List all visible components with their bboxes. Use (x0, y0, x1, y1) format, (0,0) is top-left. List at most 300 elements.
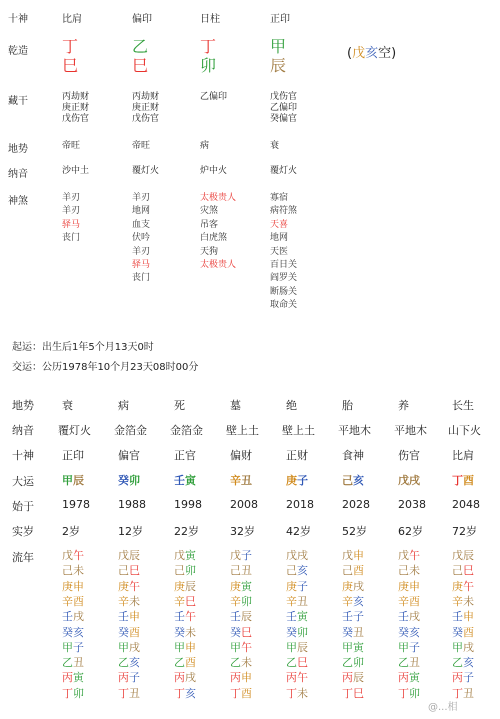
pillar-canggan: 丙劫财 (132, 92, 160, 102)
dayun-ganzhi (286, 472, 308, 488)
dayun-start-year: 1998 (174, 498, 202, 511)
dayun-age: 12岁 (118, 525, 143, 538)
dayun-start-year: 2008 (230, 498, 258, 511)
liunian-zhi: 子 (297, 579, 308, 593)
pillar-shensha-item: 断肠关 (270, 286, 298, 297)
liunian-gan: 壬 (398, 610, 409, 624)
liunian-item (62, 595, 84, 608)
liunian-gan: 乙 (62, 656, 73, 670)
liunian-item (452, 595, 474, 608)
pillar-shensha-item: 血支 (132, 219, 151, 230)
liunian-zhi: 戌 (463, 640, 474, 654)
dayun-ganzhi (230, 472, 252, 488)
pillar-nayin: 覆灯火 (132, 166, 160, 176)
liunian-zhi: 午 (185, 610, 196, 624)
liunian-gan: 庚 (118, 579, 129, 593)
liunian-item (62, 671, 84, 684)
dayun-shishen: 正官 (174, 449, 196, 462)
label-qiandao: 乾造 (8, 46, 28, 57)
liunian-zhi: 亥 (73, 625, 84, 639)
liunian-gan: 丙 (286, 671, 297, 685)
liunian-gan: 己 (286, 564, 297, 578)
dayun-ganzhi (62, 472, 84, 488)
pillar-zhi: 巳 (132, 56, 149, 75)
liunian-item (62, 626, 84, 639)
liunian-item (230, 595, 252, 608)
liunian-item (118, 671, 140, 684)
dayun-gan: 丁 (452, 474, 463, 487)
liunian-gan: 丙 (62, 671, 73, 685)
liunian-gan: 己 (118, 564, 129, 578)
liunian-gan: 丙 (342, 671, 353, 685)
liunian-zhi: 申 (241, 671, 252, 685)
liunian-gan: 戊 (452, 549, 463, 562)
liunian-zhi: 未 (409, 564, 420, 578)
liunian-gan: 戊 (230, 549, 241, 562)
liunian-zhi: 子 (241, 549, 252, 562)
pillar-shensha-item: 驿马 (132, 260, 151, 270)
liunian-zhi: 丑 (297, 594, 308, 608)
liunian-item (452, 610, 474, 623)
liunian-zhi: 寅 (73, 671, 84, 685)
dayun-nayin: 壁上土 (226, 424, 259, 437)
liunian-gan: 己 (230, 564, 241, 578)
liunian-gan: 辛 (174, 594, 185, 608)
liunian-zhi: 戌 (129, 640, 140, 654)
liunian-gan: 壬 (342, 610, 353, 624)
liunian-gan: 庚 (174, 579, 185, 593)
liunian-zhi: 亥 (297, 564, 308, 578)
pillar-canggan: 庚正财 (62, 103, 90, 113)
label-shishen: 十神 (8, 14, 28, 25)
liunian-zhi: 辰 (463, 549, 474, 562)
pillar-shensha-item: 羊刃 (62, 206, 81, 217)
liunian-item (62, 549, 84, 562)
pillar-shensha-item: 寡宿 (270, 193, 289, 203)
liunian-gan: 癸 (118, 625, 129, 639)
liunian-gan: 辛 (452, 594, 463, 608)
liunian-item (342, 564, 364, 577)
liunian-zhi: 未 (297, 686, 308, 700)
liunian-zhi: 子 (409, 640, 420, 654)
liunian-item (62, 564, 84, 577)
dayun-shishen: 偏财 (230, 449, 252, 462)
liunian-zhi: 丑 (353, 625, 364, 639)
liunian-gan: 乙 (342, 656, 353, 670)
liunian-item (230, 671, 252, 684)
pillar-nayin: 沙中土 (62, 166, 90, 176)
liunian-item (398, 580, 420, 593)
liunian-zhi: 寅 (409, 671, 420, 685)
liunian-zhi: 未 (129, 594, 140, 608)
liunian-item (286, 656, 308, 669)
liunian-gan: 丁 (286, 686, 297, 700)
pillar-canggan: 乙偏印 (200, 92, 228, 102)
pillar-canggan: 戊伤官 (62, 114, 90, 124)
dayun-shishen: 比肩 (452, 449, 474, 462)
liunian-gan: 乙 (230, 656, 241, 670)
dayun-nayin: 山下火 (448, 424, 481, 437)
dayun-gan: 甲 (62, 474, 73, 487)
liunian-gan: 辛 (118, 594, 129, 608)
liunian-gan: 己 (398, 564, 409, 578)
dayun-dishi: 墓 (230, 399, 241, 412)
dayun-age: 52岁 (342, 525, 367, 538)
liunian-zhi: 丑 (409, 656, 420, 670)
liunian-zhi: 酉 (129, 625, 140, 639)
dayun-age: 72岁 (452, 525, 477, 538)
liunian-zhi: 午 (129, 579, 140, 593)
pillar-shensha-item: 吊客 (200, 219, 219, 230)
liunian-zhi: 巳 (241, 625, 252, 639)
dayun-start-year: 2048 (452, 498, 480, 511)
pillar-shensha-item: 伏吟 (132, 233, 151, 244)
liunian-zhi: 卯 (73, 686, 84, 700)
liunian-zhi: 巳 (297, 656, 308, 670)
dayun-gan: 辛 (230, 474, 241, 487)
liunian-gan: 甲 (118, 640, 129, 654)
pillar-shishen: 比肩 (62, 14, 82, 25)
pillar-canggan: 庚正财 (132, 103, 160, 113)
liunian-gan: 辛 (62, 594, 73, 608)
liunian-item (230, 549, 252, 562)
liunian-item (342, 626, 364, 639)
liunian-item (398, 626, 420, 639)
pillar-shensha-item: 羊刃 (132, 193, 151, 203)
pillar-dishi: 帝旺 (62, 141, 81, 151)
pillar-shensha-item: 百日关 (270, 260, 298, 270)
liunian-gan: 庚 (342, 579, 353, 593)
watermark: @...相 (428, 702, 458, 713)
liunian-zhi: 巳 (463, 564, 474, 578)
dayun-age: 22岁 (174, 525, 199, 538)
pillar-shishen: 正印 (270, 14, 290, 25)
liunian-item (62, 610, 84, 623)
liunian-gan: 辛 (342, 594, 353, 608)
label-shensha: 神煞 (8, 196, 28, 207)
liunian-gan: 己 (452, 564, 463, 578)
label-dy-liunian: 流年 (12, 551, 34, 564)
liunian-item (230, 564, 252, 577)
dayun-ganzhi (452, 472, 474, 488)
liunian-zhi: 未 (73, 564, 84, 578)
dayun-start-year: 2038 (398, 498, 426, 511)
liunian-item (174, 671, 196, 684)
liunian-item (286, 671, 308, 684)
liunian-zhi: 辰 (185, 579, 196, 593)
liunian-zhi: 亥 (463, 656, 474, 670)
pillar-shensha-item: 地网 (270, 233, 289, 244)
liunian-gan: 癸 (286, 625, 297, 639)
liunian-gan: 癸 (62, 625, 73, 639)
pillar-shensha-item: 天喜 (270, 219, 289, 230)
liunian-zhi: 午 (409, 549, 420, 562)
dayun-gan: 壬 (174, 474, 185, 487)
liunian-item (174, 641, 196, 654)
liunian-item (174, 656, 196, 669)
dayun-ganzhi (342, 472, 364, 488)
liunian-gan: 戊 (398, 549, 409, 562)
liunian-gan: 癸 (452, 625, 463, 639)
dayun-nayin: 平地木 (394, 424, 427, 437)
pillar-zhi: 辰 (270, 56, 287, 75)
liunian-zhi: 丑 (241, 564, 252, 578)
dayun-zhi: 卯 (129, 474, 140, 487)
pillar-shensha-item: 地网 (132, 206, 151, 217)
pillar-shensha-item: 丧门 (132, 273, 151, 284)
liunian-gan: 丁 (342, 686, 353, 700)
dayun-nayin: 金箔金 (170, 424, 203, 437)
liunian-zhi: 子 (353, 610, 364, 624)
liunian-item (118, 687, 140, 700)
liunian-item (342, 610, 364, 623)
pillar-gan: 丁 (200, 37, 217, 56)
liunian-zhi: 酉 (73, 594, 84, 608)
liunian-gan: 甲 (342, 640, 353, 654)
liunian-item (342, 687, 364, 700)
dayun-dishi: 绝 (286, 399, 297, 412)
liunian-item (398, 610, 420, 623)
liunian-item (398, 656, 420, 669)
dayun-ganzhi (174, 472, 196, 488)
liunian-zhi: 巳 (353, 686, 364, 700)
liunian-item (118, 549, 140, 562)
dayun-shishen: 食神 (342, 449, 364, 462)
dayun-gan: 癸 (118, 474, 129, 487)
dayun-gan: 庚 (286, 474, 297, 487)
pillar-canggan: 戊伤官 (270, 92, 298, 102)
dayun-age: 32岁 (230, 525, 255, 538)
liunian-item (118, 610, 140, 623)
liunian-gan: 丙 (398, 671, 409, 685)
liunian-gan: 乙 (398, 656, 409, 670)
dayun-dishi: 长生 (452, 399, 474, 412)
pillar-nayin: 炉中火 (200, 166, 228, 176)
dayun-age: 42岁 (286, 525, 311, 538)
liunian-item (452, 641, 474, 654)
liunian-item (452, 671, 474, 684)
liunian-item (118, 595, 140, 608)
liunian-zhi: 未 (241, 656, 252, 670)
dayun-nayin: 平地木 (338, 424, 371, 437)
liunian-item (286, 687, 308, 700)
liunian-gan: 丁 (230, 686, 241, 700)
dayun-start-year: 1978 (62, 498, 90, 511)
kong-word: 空) (378, 46, 397, 61)
liunian-zhi: 亥 (129, 656, 140, 670)
liunian-item (174, 626, 196, 639)
dayun-gan: 戊 (398, 474, 409, 487)
liunian-zhi: 午 (241, 640, 252, 654)
liunian-gan: 壬 (118, 610, 129, 624)
liunian-zhi: 戌 (409, 610, 420, 624)
liunian-gan: 甲 (230, 640, 241, 654)
pillar-shensha-item: 灾煞 (200, 206, 219, 217)
liunian-item (452, 626, 474, 639)
liunian-gan: 戊 (174, 549, 185, 562)
label-canggan: 藏干 (8, 96, 28, 107)
liunian-item (174, 610, 196, 623)
liunian-item (230, 626, 252, 639)
liunian-item (452, 564, 474, 577)
liunian-gan: 己 (342, 564, 353, 578)
kong-gan: 戊 (352, 46, 366, 61)
liunian-gan: 庚 (398, 579, 409, 593)
liunian-item (452, 549, 474, 562)
liunian-zhi: 卯 (353, 656, 364, 670)
liunian-zhi: 戌 (73, 610, 84, 624)
liunian-zhi: 申 (463, 610, 474, 624)
liunian-gan: 己 (62, 564, 73, 578)
kong-zhi: 亥 (365, 46, 379, 61)
liunian-gan: 丁 (174, 686, 185, 700)
pillar-canggan: 丙劫财 (62, 92, 90, 102)
liunian-item (230, 580, 252, 593)
liunian-item (174, 687, 196, 700)
liunian-gan: 甲 (398, 640, 409, 654)
liunian-gan: 甲 (452, 640, 463, 654)
liunian-gan: 癸 (342, 625, 353, 639)
liunian-gan: 庚 (62, 579, 73, 593)
liunian-zhi: 寅 (185, 549, 196, 562)
pillar-shensha-item: 阎罗关 (270, 273, 298, 284)
dayun-age: 62岁 (398, 525, 423, 538)
pillar-dishi: 帝旺 (132, 141, 151, 151)
liunian-item (118, 580, 140, 593)
dayun-dishi: 胎 (342, 399, 353, 412)
liunian-gan: 庚 (286, 579, 297, 593)
pillar-shensha-item: 羊刃 (132, 246, 151, 257)
liunian-zhi: 申 (353, 549, 364, 562)
liunian-item (286, 610, 308, 623)
liunian-gan: 乙 (118, 656, 129, 670)
kong-open: ( (347, 46, 353, 61)
liunian-item (286, 641, 308, 654)
dayun-shishen: 正印 (62, 449, 84, 462)
pillar-shensha-item: 天医 (270, 246, 289, 257)
qiyun-text: 起运：出生后1年5个月13天0时 (12, 342, 154, 353)
label-dy-shishen: 十神 (12, 449, 34, 462)
dayun-zhi: 子 (297, 474, 308, 487)
dayun-shishen: 偏官 (118, 449, 140, 462)
liunian-item (452, 656, 474, 669)
pillar-shensha-item: 驿马 (62, 219, 81, 230)
dayun-zhi: 戌 (409, 474, 420, 487)
liunian-zhi: 巳 (129, 564, 140, 578)
liunian-zhi: 卯 (185, 564, 196, 578)
liunian-zhi: 卯 (409, 686, 420, 700)
liunian-item (342, 671, 364, 684)
liunian-item (398, 595, 420, 608)
pillar-shensha-item: 天狗 (200, 246, 219, 257)
liunian-item (174, 580, 196, 593)
liunian-zhi: 辰 (241, 610, 252, 624)
liunian-item (62, 580, 84, 593)
liunian-gan: 壬 (286, 610, 297, 624)
liunian-item (230, 687, 252, 700)
pillar-shensha-item: 丧门 (62, 233, 81, 244)
liunian-zhi: 酉 (409, 594, 420, 608)
liunian-zhi: 酉 (185, 656, 196, 670)
liunian-item (118, 564, 140, 577)
liunian-item (398, 671, 420, 684)
liunian-gan: 乙 (174, 656, 185, 670)
liunian-item (230, 610, 252, 623)
dayun-start-year: 2018 (286, 498, 314, 511)
liunian-gan: 壬 (230, 610, 241, 624)
liunian-item (398, 687, 420, 700)
liunian-gan: 庚 (452, 579, 463, 593)
liunian-zhi: 辰 (353, 671, 364, 685)
dayun-dishi: 衰 (62, 399, 73, 412)
liunian-zhi: 申 (129, 610, 140, 624)
liunian-zhi: 戌 (353, 579, 364, 593)
pillar-shensha-item: 病符煞 (270, 206, 298, 217)
liunian-gan: 乙 (452, 656, 463, 670)
dayun-dishi: 死 (174, 399, 185, 412)
liunian-gan: 甲 (174, 640, 185, 654)
pillar-dishi: 衰 (270, 141, 280, 151)
liunian-zhi: 申 (409, 579, 420, 593)
liunian-gan: 戊 (342, 549, 353, 562)
label-dishi: 地势 (8, 144, 28, 155)
liunian-gan: 丙 (452, 671, 463, 685)
liunian-zhi: 酉 (353, 564, 364, 578)
liunian-item (286, 626, 308, 639)
pillar-shensha-item: 取命关 (270, 300, 298, 311)
kong-marker (347, 42, 396, 61)
pillar-nayin: 覆灯火 (270, 166, 298, 176)
liunian-item (286, 580, 308, 593)
liunian-gan: 丁 (118, 686, 129, 700)
liunian-gan: 丁 (452, 686, 463, 700)
liunian-gan: 己 (174, 564, 185, 578)
liunian-item (174, 549, 196, 562)
dayun-age: 2岁 (62, 525, 80, 538)
liunian-gan: 乙 (286, 656, 297, 670)
liunian-zhi: 丑 (129, 686, 140, 700)
pillar-shishen: 日柱 (200, 14, 220, 25)
liunian-zhi: 丑 (73, 656, 84, 670)
dayun-ganzhi (398, 472, 420, 488)
liunian-zhi: 酉 (463, 625, 474, 639)
dayun-zhi: 丑 (241, 474, 252, 487)
pillar-shensha-item: 白虎煞 (200, 233, 228, 244)
liunian-gan: 辛 (286, 594, 297, 608)
liunian-zhi: 亥 (353, 594, 364, 608)
pillar-gan: 乙 (132, 37, 149, 56)
liunian-gan: 丁 (62, 686, 73, 700)
liunian-item (118, 626, 140, 639)
pillar-canggan: 乙偏印 (270, 103, 298, 113)
liunian-gan: 癸 (398, 625, 409, 639)
liunian-zhi: 申 (185, 640, 196, 654)
liunian-gan: 庚 (230, 579, 241, 593)
dayun-shishen: 伤官 (398, 449, 420, 462)
label-dy-dishi: 地势 (12, 399, 34, 412)
pillar-canggan: 戊伤官 (132, 114, 160, 124)
liunian-item (342, 549, 364, 562)
liunian-gan: 丙 (174, 671, 185, 685)
liunian-zhi: 辰 (297, 640, 308, 654)
liunian-item (62, 656, 84, 669)
liunian-item (398, 564, 420, 577)
pillar-canggan: 癸偏官 (270, 114, 298, 124)
liunian-zhi: 酉 (241, 686, 252, 700)
dayun-zhi: 寅 (185, 474, 196, 487)
liunian-item (62, 641, 84, 654)
label-dy-shiyu: 始于 (12, 500, 34, 513)
